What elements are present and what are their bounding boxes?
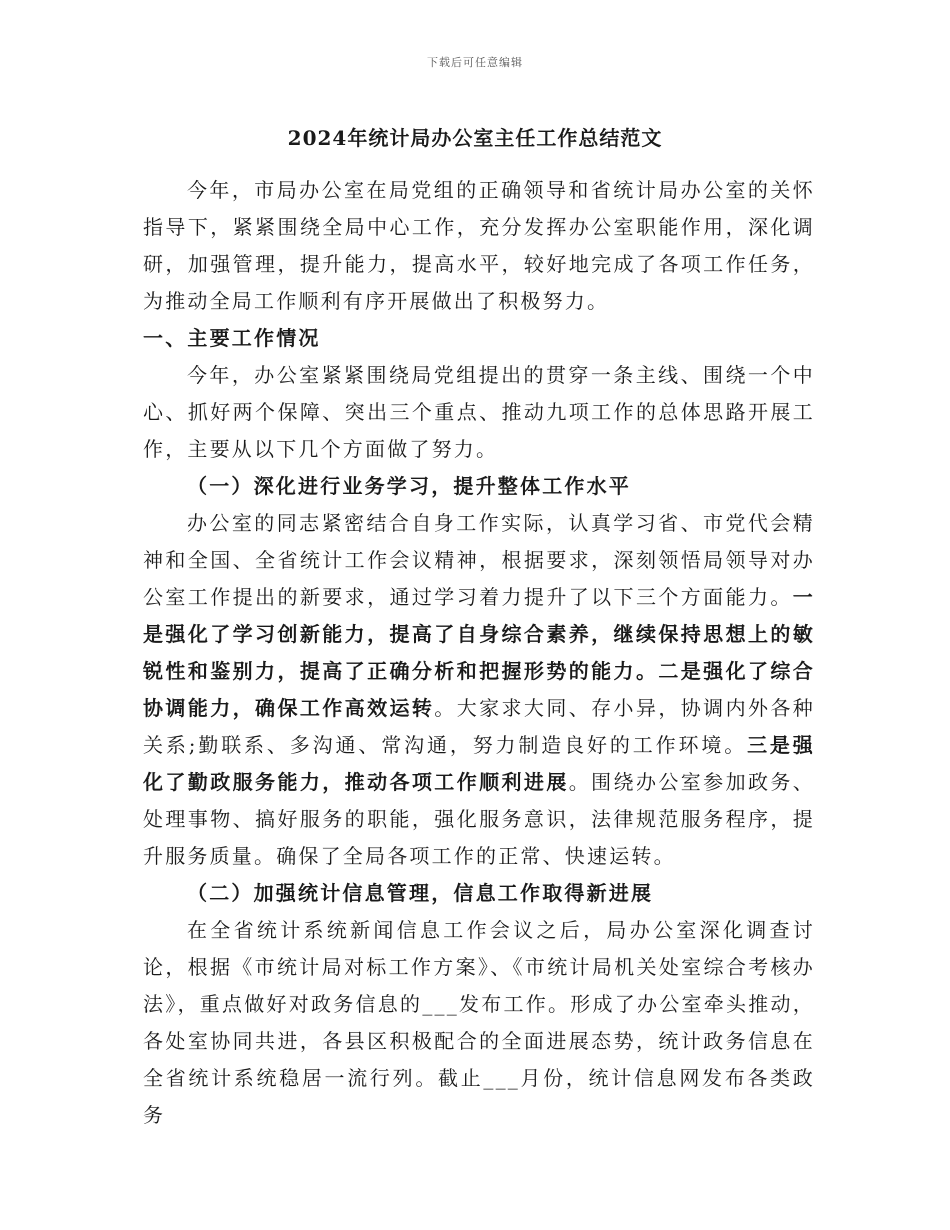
section-1-paragraph: 今年，办公室紧紧围绕局党组提出的贯穿一条主线、围绕一个中心、抓好两个保障、突出三个重点、推动九项工作的总体思路开展工作，主要从以下几个方面做了努力。 <box>143 363 815 461</box>
paragraph-text: 。大家求大同、存小异，协调内外各种关系;勤联系、多沟通、常沟通，努力制造良好的工作环境。 <box>143 696 815 757</box>
document-title: 2024年统计局办公室主任工作总结范文 <box>287 126 663 150</box>
intro-paragraph: 今年，市局办公室在局党组的正确领导和省统计局办公室的关怀指导下，紧紧围绕全局中心工作，充分发挥办公室职能作用，深化调研，加强管理，提升能力，提高水平，较好地完成了各项工作任务，为推动全局工作顺利有序开展做出了积极努力。 <box>143 178 815 313</box>
subsection-1-paragraph <box>143 505 815 875</box>
paragraph-text: 。围绕办公室参加政务、处理事物、搞好服务的职能，强化服务意识，法律规范服务程序，提升服务质量。确保了全局各项工作的正常、快速运转。 <box>143 770 815 868</box>
paragraph-text: 办公室的同志紧密结合自身工作实际，认真学习省、市党代会精神和全国、全省统计工作会议精神，根据要求，深刻领悟局领导对办公室工作提出的新要求，通过学习着力提升了以下三个方面能力。 <box>143 511 815 609</box>
header-note: 下载后可任意编辑 <box>427 56 523 69</box>
section-heading-1: 一、主要工作情况 <box>143 326 321 350</box>
document-body <box>143 172 815 1134</box>
bold-text: 三是强化了勤政服务能力，推动各项工作顺利进展 <box>143 733 815 794</box>
subsection-heading-2: （二）加强统计信息管理，信息工作取得新进展 <box>187 881 654 905</box>
subsection-heading-1: （一）深化进行业务学习，提升整体工作水平 <box>187 474 631 498</box>
subsection-2-paragraph: 在全省统计系统新闻信息工作会议之后，局办公室深化调查讨论，根据《市统计局对标工作方案》、《市统计局机关处室综合考核办法》，重点做好对政务信息的___发布工作。形成了办公室牵头推动，各处室协同共进，各县区积极配合的全面进展态势，统计政务信息在全省统计系统稳居一流行列。截止___月份，统计信息网发布各类政务 <box>143 918 815 1127</box>
bold-text: 一是强化了学习创新能力，提高了自身综合素养，继续保持思想上的敏锐性和鉴别力，提高了正确分析和把握形势的能力。二是强化了综合协调能力，确保工作高效运转 <box>143 585 815 720</box>
